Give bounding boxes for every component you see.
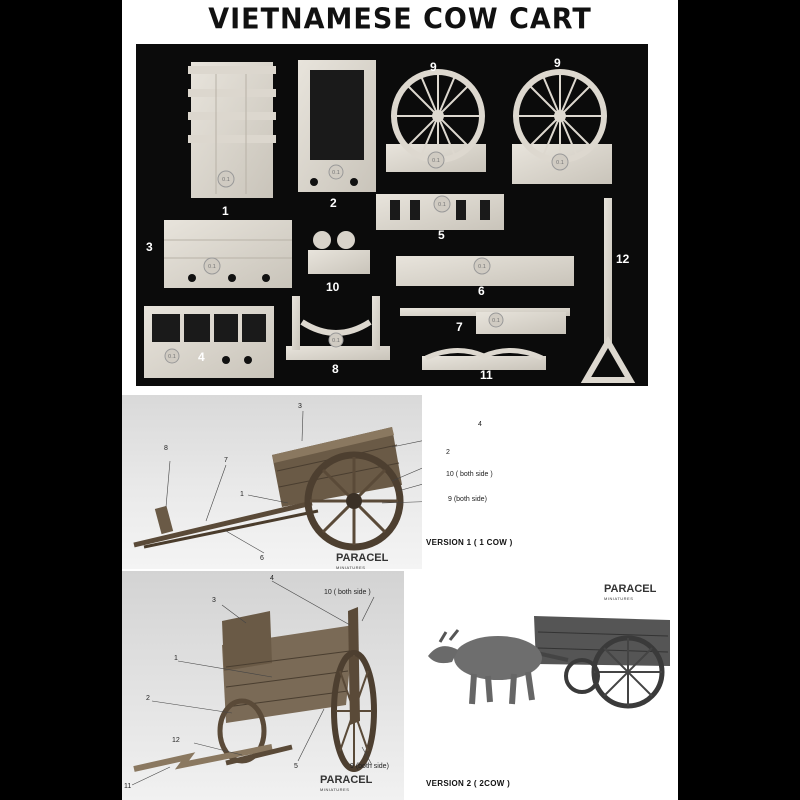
part-label-7: 7 <box>456 320 463 334</box>
part-label-3: 3 <box>146 240 153 254</box>
callout-2: 2 <box>446 449 450 456</box>
callout-8: 8 <box>164 445 168 452</box>
assembly-photo-angle <box>122 571 404 800</box>
callout-10: 10 ( both side ) <box>446 471 493 478</box>
part-6-beam <box>396 256 574 286</box>
part-8-yoke-frame <box>286 296 390 360</box>
part-stamp: 0.1 <box>208 264 216 270</box>
parts-panel <box>136 44 648 386</box>
part-stamp: 0.1 <box>432 158 440 164</box>
part-label-1: 1 <box>222 204 229 218</box>
part-5-rail <box>376 194 504 230</box>
callout-1: 1 <box>240 491 244 498</box>
brand-sub: MINIATURES <box>604 596 634 601</box>
part-stamp: 0.1 <box>332 170 340 176</box>
cart-side-illustration <box>122 395 422 569</box>
callout-11b: 11 <box>124 783 132 790</box>
brand-name: PARACEL <box>336 552 389 564</box>
part-label-9a: 9 <box>430 60 437 74</box>
part-label-10: 10 <box>326 280 340 294</box>
part-label-9b: 9 <box>554 56 561 70</box>
callout-12b: 12 <box>172 737 180 744</box>
part-4-end-panel <box>144 306 274 378</box>
callout-2b: 2 <box>146 695 150 702</box>
part-label-8: 8 <box>332 362 339 376</box>
part-stamp: 0.1 <box>222 177 230 183</box>
version-2-photo <box>418 580 678 730</box>
part-stamp: 0.1 <box>556 160 564 166</box>
version-2-label: VERSION 2 ( 2COW ) <box>426 779 511 788</box>
brand-logo-2 <box>320 775 372 795</box>
brand-name: PARACEL <box>604 583 657 595</box>
callout-10b: 10 ( both side ) <box>324 589 371 596</box>
callout-7: 7 <box>224 457 228 464</box>
callout-6: 6 <box>260 555 264 562</box>
part-7-beam <box>400 308 570 334</box>
page-title: VIETNAMESE COW CART <box>208 3 592 36</box>
part-stamp: 0.1 <box>332 338 340 344</box>
part-stamp: 0.1 <box>438 202 446 208</box>
part-label-4: 4 <box>198 350 205 364</box>
part-3-side-panel <box>164 220 292 288</box>
callout-4b: 4 <box>270 575 274 582</box>
part-stamp: 0.1 <box>492 318 500 324</box>
part-12-stand <box>586 198 630 380</box>
instruction-sheet <box>122 0 678 800</box>
brand-sub: MINIATURES <box>320 787 350 792</box>
version-1-label: VERSION 1 ( 1 COW ) <box>426 538 513 547</box>
part-label-2: 2 <box>330 196 337 210</box>
callout-4: 4 <box>478 421 482 428</box>
part-9-wheel-b <box>512 72 612 184</box>
part-label-11: 11 <box>480 368 493 382</box>
parts-illustration <box>136 44 648 386</box>
part-1-floor <box>188 62 276 198</box>
callout-9: 9 (both side) <box>448 496 487 503</box>
callout-5b: 5 <box>294 763 298 770</box>
brand-logo-1 <box>336 553 388 573</box>
callout-9b: 9 (both side) <box>350 763 389 770</box>
callout-3: 3 <box>298 403 302 410</box>
part-label-5: 5 <box>438 228 445 242</box>
callout-1b: 1 <box>174 655 178 662</box>
part-10-bracket <box>308 231 370 274</box>
brand-sub: MINIATURES <box>336 565 366 570</box>
callout-3b: 3 <box>212 597 216 604</box>
part-stamp: 0.1 <box>478 264 486 270</box>
part-label-12: 12 <box>616 252 630 266</box>
brand-logo-3 <box>604 584 656 604</box>
part-stamp: 0.1 <box>168 354 176 360</box>
part-label-6: 6 <box>478 284 485 298</box>
brand-name: PARACEL <box>320 774 373 786</box>
part-9-wheel-a <box>386 72 486 172</box>
